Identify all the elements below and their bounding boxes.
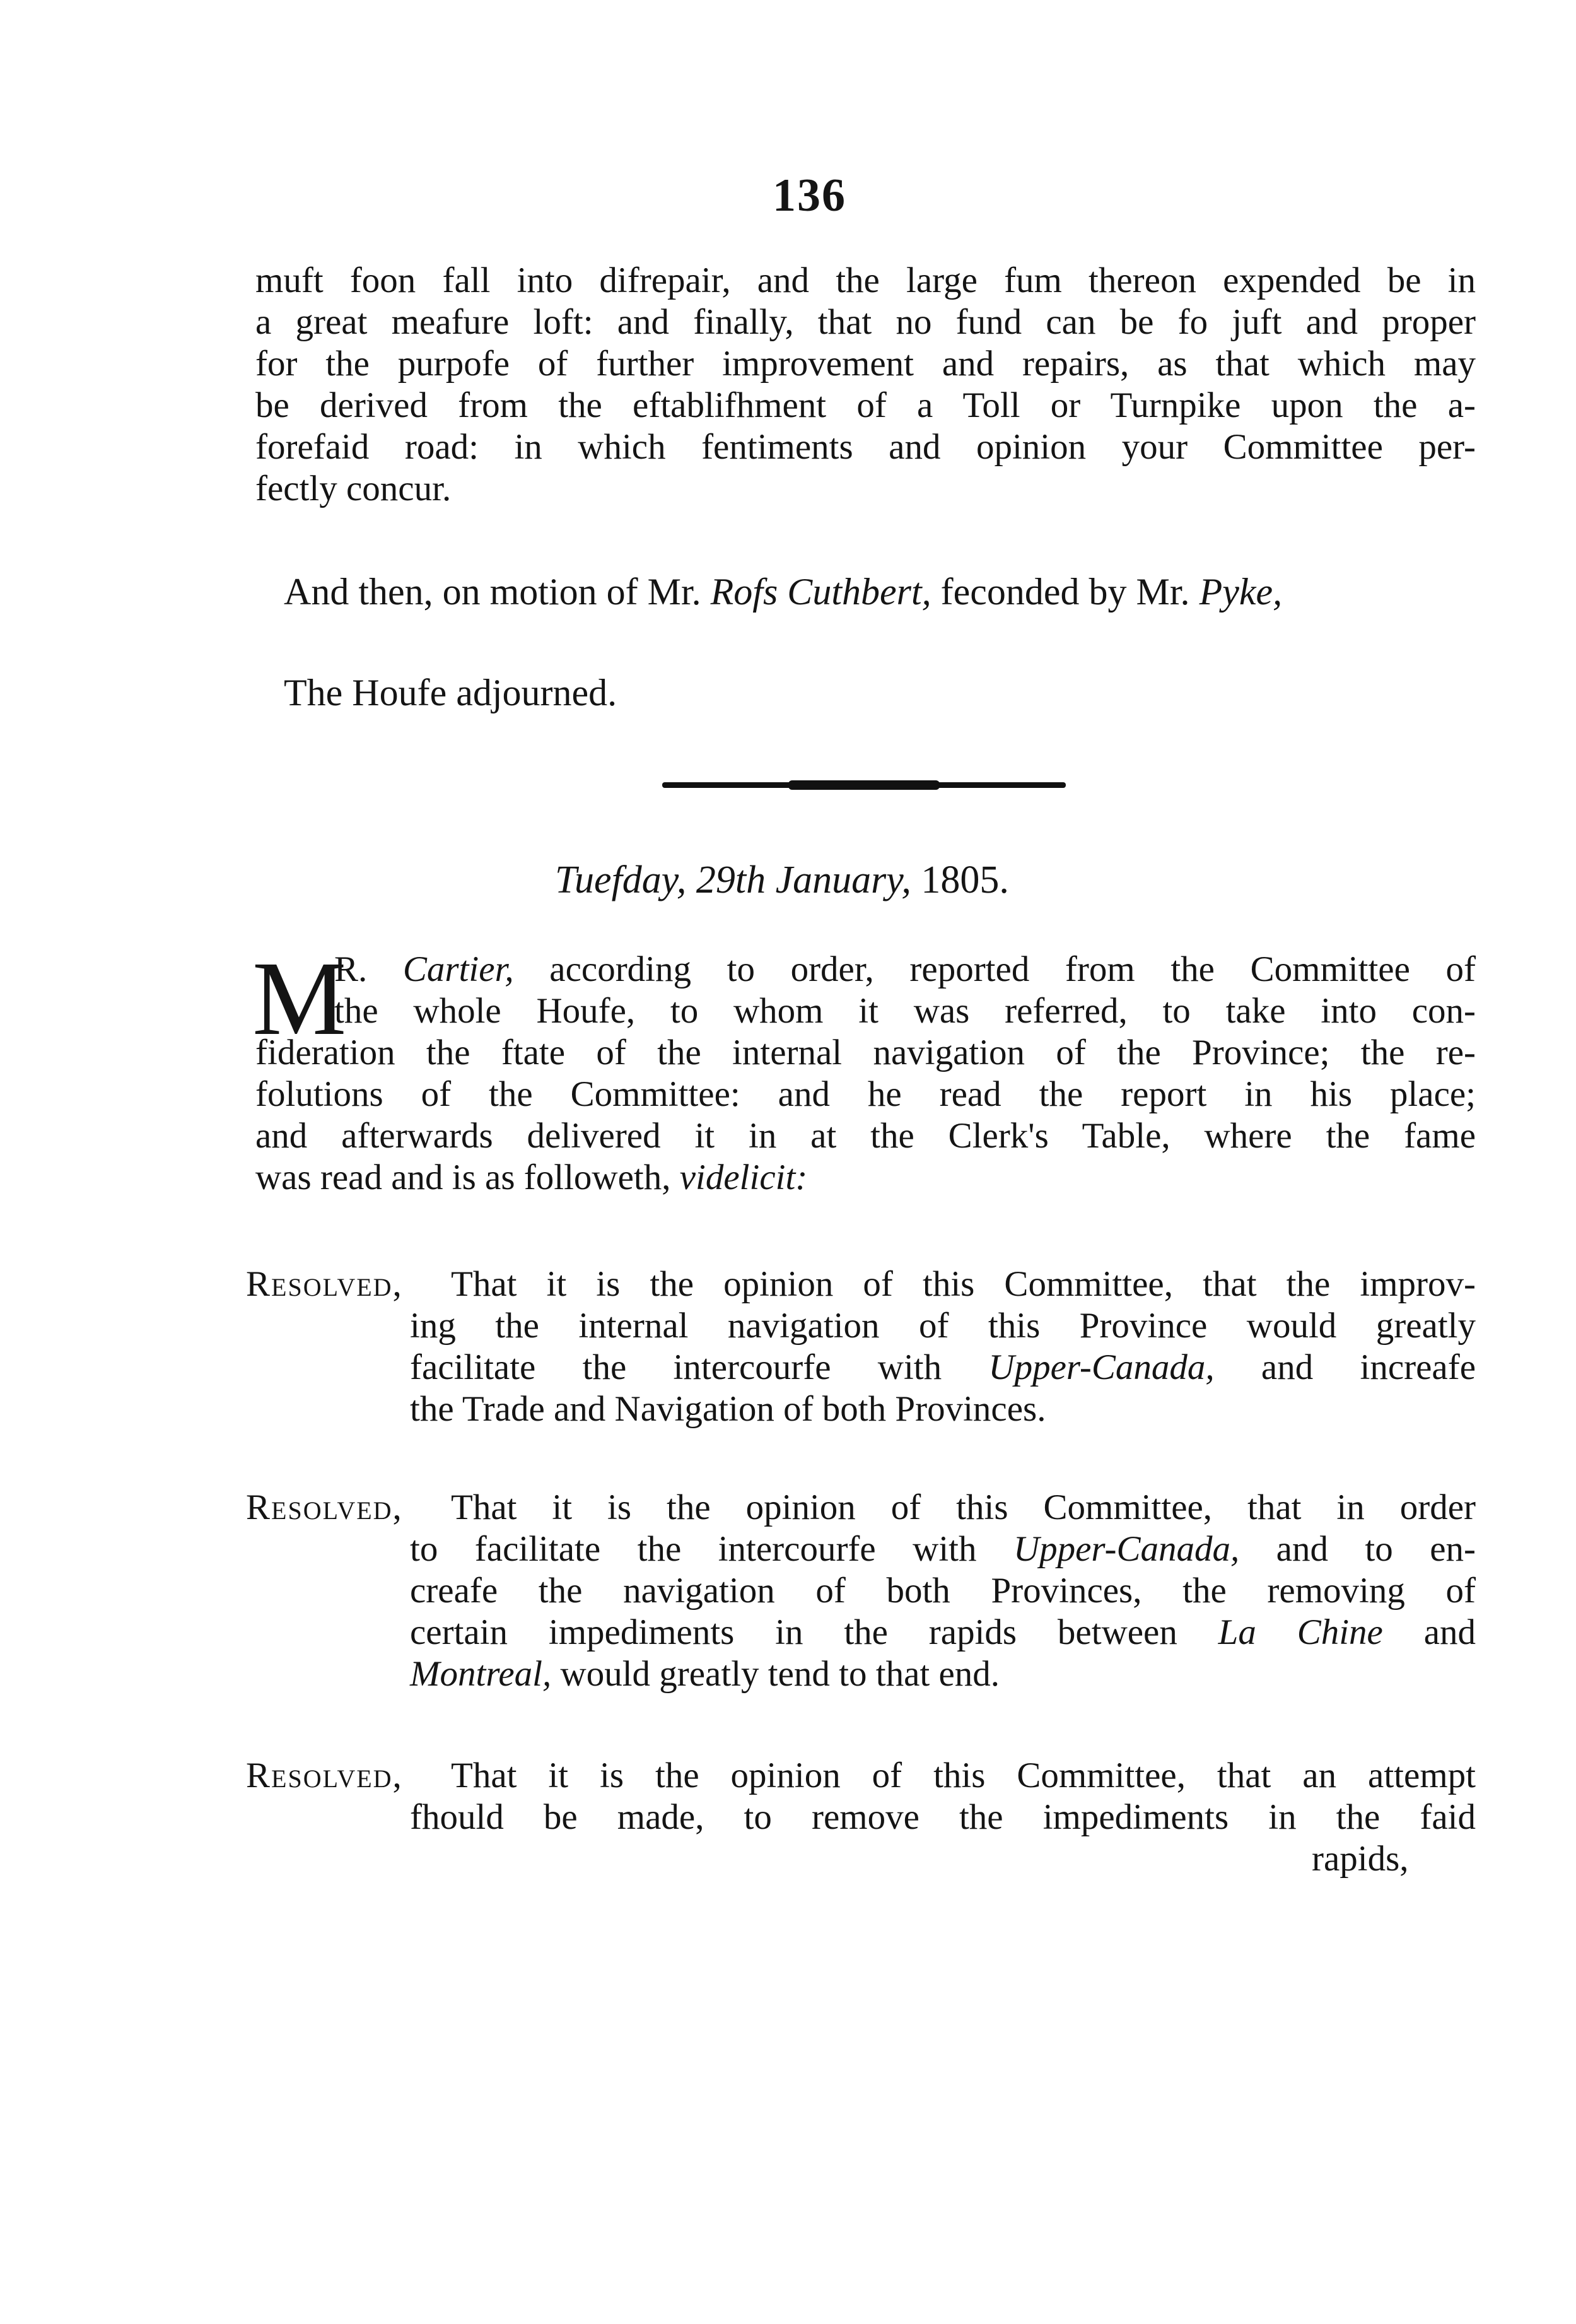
- resolution-line: That it is the opinion of this Committee, that in order: [451, 1488, 1476, 1527]
- place-name: Montreal,: [410, 1654, 552, 1694]
- seconder-name: Pyke,: [1199, 571, 1283, 613]
- paragraph-line: for the purpofe of further improvement and repairs, as that which may: [255, 344, 1476, 384]
- resolution-line: [410, 1529, 1476, 1570]
- resolution-line: ing the internal navigation of this Province would greatly: [410, 1306, 1476, 1346]
- date-heading: [555, 859, 1009, 901]
- resolution-text: and to en-: [1239, 1529, 1476, 1569]
- paragraph-line: fectly concur.: [255, 469, 452, 508]
- resolution-text: and: [1382, 1612, 1476, 1652]
- resolution-text: certain impediments in the rapids between: [410, 1612, 1218, 1652]
- report-text: R.: [334, 949, 403, 989]
- report-line: fideration the ftate of the internal navigation of the Province; the re-: [255, 1033, 1476, 1072]
- report-line: [255, 1157, 807, 1199]
- resolution-line: [410, 1653, 1000, 1695]
- resolution-text: facilitate the intercourfe with: [410, 1347, 989, 1387]
- section-divider: [662, 782, 1066, 788]
- paragraph-line: a great meafure loft: and finally, that no fund can be fo juft and proper: [255, 302, 1476, 342]
- resolution-text: to facilitate the intercourfe with: [410, 1529, 1013, 1569]
- mover-name: Rofs Cuthbert,: [710, 571, 931, 613]
- resolution-line: fhould be made, to remove the impediments in the faid: [410, 1797, 1476, 1837]
- resolution-line: [410, 1347, 1476, 1388]
- date-month: January,: [775, 859, 911, 901]
- resolved-label: Resolved,: [246, 1756, 403, 1795]
- motion-prefix: And then, on motion of Mr.: [284, 571, 711, 613]
- adjourned-line: The Houfe adjourned.: [284, 672, 617, 713]
- report-line: and afterwards delivered it in at the Clerk's Table, where the fame: [255, 1116, 1476, 1156]
- resolution-line: That it is the opinion of this Committee, that an attempt: [451, 1756, 1476, 1795]
- catchword: rapids,: [1312, 1839, 1409, 1879]
- report-text: was read and is as followeth,: [255, 1158, 680, 1197]
- resolution-line: the Trade and Navigation of both Provinces.: [410, 1389, 1046, 1429]
- date-day: Tuefday,: [555, 859, 687, 901]
- date-year: 1805.: [911, 859, 1009, 901]
- resolved-label: Resolved,: [246, 1488, 403, 1527]
- resolution-text: would greatly tend to that end.: [551, 1654, 1000, 1694]
- resolution-text: and increafe: [1214, 1347, 1476, 1387]
- reporter-name: Cartier,: [402, 949, 514, 989]
- motion-middle: feconded by Mr.: [931, 571, 1200, 613]
- paragraph-line: muft foon fall into difrepair, and the large fum thereon expended be in: [255, 261, 1476, 300]
- report-line: [334, 949, 1476, 990]
- motion-line: [284, 571, 1282, 613]
- report-line: the whole Houfe, to whom it was referred, to take into con-: [334, 991, 1476, 1031]
- place-name: La Chine: [1218, 1612, 1383, 1652]
- resolution-line: creafe the navigation of both Provinces, the removing of: [410, 1571, 1476, 1611]
- paragraph-line: forefaid road: in which fentiments and opinion your Committee per-: [255, 427, 1476, 467]
- report-line: folutions of the Committee: and he read the report in his place;: [255, 1074, 1476, 1114]
- videlicit: videlicit:: [679, 1158, 808, 1197]
- report-text: according to order, reported from the Committee of: [513, 949, 1476, 989]
- resolution-line: [410, 1612, 1476, 1653]
- page-number: 136: [773, 170, 846, 221]
- drop-cap: M: [252, 940, 347, 1057]
- resolution-line: That it is the opinion of this Committee, that the improv-: [451, 1264, 1476, 1304]
- resolved-label: Resolved,: [246, 1264, 403, 1304]
- paragraph-line: be derived from the eftablifhment of a Toll or Turnpike upon the a-: [255, 385, 1476, 425]
- place-name: Upper-Canada,: [1013, 1529, 1240, 1569]
- place-name: Upper-Canada,: [988, 1347, 1215, 1387]
- date-date: 29th: [686, 859, 776, 901]
